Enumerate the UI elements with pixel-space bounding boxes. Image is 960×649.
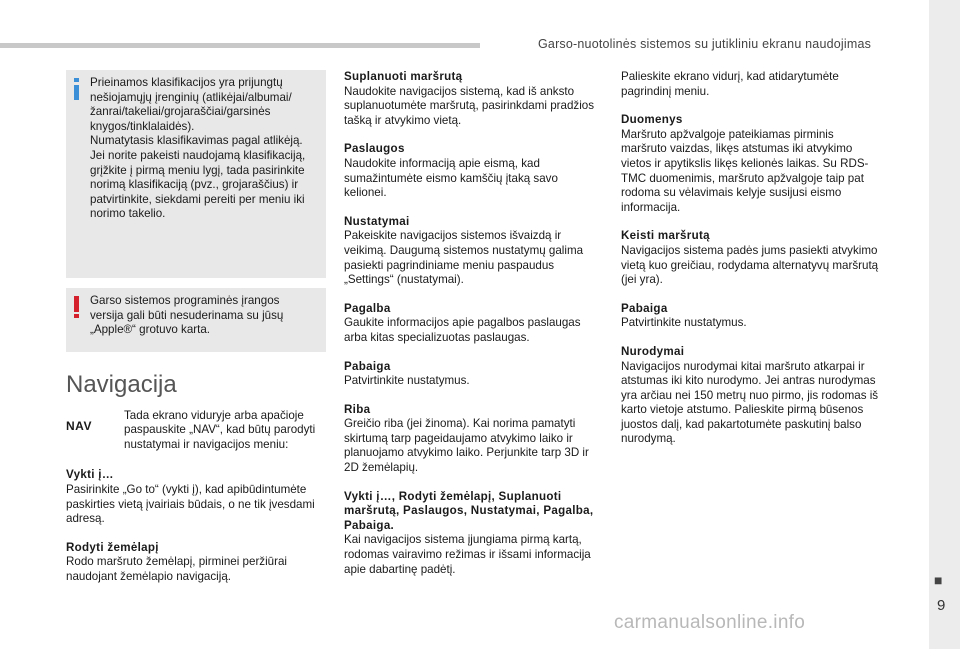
nav-button-label: NAV bbox=[66, 418, 92, 433]
menu-item-description bbox=[621, 302, 879, 331]
column-right bbox=[621, 70, 879, 461]
column-middle bbox=[344, 70, 602, 591]
info-note-text-1: Prieinamos klasifikacijos yra prijungtų nešiojamųjų įrenginių (atlikėjai/albumai/žanrai/takeliai/grojaraščiai/garsinės knygos/tinklalaidės). bbox=[90, 76, 292, 133]
menu-item-body: Patvirtinkite nustatymus. bbox=[344, 374, 470, 388]
menu-item-title: Keisti maršrutą bbox=[621, 229, 710, 243]
menu-item-title: Nustatymai bbox=[344, 214, 410, 228]
menu-item-body: Maršruto apžvalgoje pateikiamas pirminis maršruto vaizdas, likęs atstumas iki atvykimo vietos ir apytikslis likęs kelionės laikas. Su RDS-TMC duomenimis, maršruto apžvalgoje taip pat rodoma su vėlavimais kelyje susijusi eismo informacija. bbox=[621, 127, 869, 214]
info-icon bbox=[74, 78, 79, 100]
nav-instruction-text: Tada ekrano viduryje arba apačioje paspauskite „NAV“, kad būtų parodyti nustatymai ir navigacijos meniu: bbox=[124, 408, 316, 451]
menu-item-body: Pakeiskite navigacijos sistemos išvaizdą ir veikimą. Daugumą sistemos nustatymų galima pasiekti pagrindiniame meniu paspaudus „Settings“ (nustatymai). bbox=[344, 229, 584, 287]
menu-item-body: Navigacijos nurodymai kitai maršruto atkarpai ir atstumas iki kito nurodymo. Jei antras nurodymas yra arčiau nei 150 metrų nuo pirmo, jis rodomas iš karto vietoje atstumo. Palieskite pirmą būsenos juostos dalį, kad pakartotumėte paskutinį balso nurodymą. bbox=[621, 359, 879, 446]
intro-text: Palieskite ekrano vidurį, kad atidarytumėte pagrindinį meniu. bbox=[621, 70, 839, 98]
menu-item-description bbox=[344, 403, 602, 476]
menu-item-title: Pagalba bbox=[344, 301, 391, 315]
menu-item-title: Rodyti žemėlapį bbox=[66, 540, 159, 554]
page-number: 9 bbox=[937, 597, 946, 614]
nav-instruction bbox=[66, 409, 326, 453]
menu-item-body: Rodo maršruto žemėlapį, pirminei peržiūrai naudojant žemėlapio navigaciją. bbox=[66, 555, 288, 583]
page-edge-strip bbox=[929, 0, 960, 649]
menu-item-description bbox=[344, 360, 602, 389]
menu-item-title: Suplanuoti maršrutą bbox=[344, 70, 463, 83]
section-heading: Navigacija bbox=[66, 371, 177, 398]
intro-paragraph bbox=[621, 70, 879, 99]
section-marker: ■ bbox=[934, 572, 943, 588]
menu-item-body: Naudokite navigacijos sistemą, kad iš anksto suplanuotumėte maršrutą, pasirinkdami pradžios tašką ir atvykimo vietą. bbox=[344, 84, 595, 127]
menu-item-body: Pasirinkite „Go to“ (vykti į), kad apibūdintumėte paskirties vietą įvairiais būdais, o ne tik įvesdami adresą. bbox=[66, 482, 315, 526]
menu-item-title: Nurodymai bbox=[621, 344, 685, 358]
column-left bbox=[66, 70, 326, 599]
warning-note bbox=[66, 288, 326, 352]
header-rule bbox=[0, 43, 480, 48]
menu-item-description bbox=[344, 215, 602, 288]
menu-item-description bbox=[344, 302, 602, 346]
menu-item-body: Naudokite informaciją apie eismą, kad sumažintumėte eismo kamščių įtaką savo kelionei. bbox=[344, 156, 558, 200]
menu-item-body: Patvirtinkite nustatymus. bbox=[621, 316, 747, 330]
warning-note-text: Garso sistemos programinės įrangos versija gali būti nesuderinama su jūsų „Apple®“ grotuvo karta. bbox=[90, 294, 284, 337]
menu-item-description bbox=[66, 541, 326, 585]
menu-item-description bbox=[621, 345, 879, 447]
menu-item-title: Duomenys bbox=[621, 113, 683, 127]
running-header: Garso-nuotolinės sistemos su jutikliniu ekranu naudojimas bbox=[538, 37, 872, 51]
menu-item-title: Vykti į… bbox=[66, 468, 114, 482]
info-note bbox=[66, 70, 326, 278]
menu-item-body: Gaukite informacijos apie pagalbos paslaugas arba kitas specializuotas paslaugas. bbox=[344, 316, 581, 344]
menu-item-title: Pabaiga bbox=[621, 301, 668, 315]
warning-icon bbox=[74, 296, 79, 318]
menu-item-body: Kai navigacijos sistema įjungiama pirmą kartą, rodomas vairavimo režimas ir išsami informacija apie dabartinę padėtį. bbox=[344, 533, 591, 576]
menu-item-body: Navigacijos sistema padės jums pasiekti atvykimo vietą kuo greičiau, rodydama alternatyvų maršrutą (jei yra). bbox=[621, 243, 879, 287]
menu-item-body: Greičio riba (jei žinoma). Kai norima pamatyti skirtumą tarp pageidaujamo atvykimo laiko ir planuojamo atvykimo laiko. Perjunkite tarp 3D ir 2D žemėlapių. bbox=[344, 417, 589, 475]
menu-item-description bbox=[344, 142, 602, 200]
menu-item-description bbox=[344, 70, 602, 128]
menu-item-description bbox=[66, 468, 326, 526]
menu-item-description bbox=[621, 113, 879, 215]
menu-item-title: Vykti į…, Rodyti žemėlapį, Suplanuoti maršrutą, Paslaugos, Nustatymai, Pagalba, Pabaiga. bbox=[344, 489, 594, 532]
menu-item-description bbox=[344, 490, 602, 578]
menu-item-title: Pabaiga bbox=[344, 359, 391, 373]
menu-item-title: Riba bbox=[344, 402, 371, 416]
menu-item-title: Paslaugos bbox=[344, 142, 405, 156]
watermark: carmanualsonline.info bbox=[614, 612, 806, 633]
info-note-text-2: Numatytasis klasifikavimas pagal atlikėją. Jei norite pakeisti naudojamą klasifikaciją, grįžkite į pirmą meniu lygį, tada pasirinkite norimą klasifikaciją (pvz., grojaraščius) ir patvirtinkite, siekdami pereiti per meniu iki norimo takelio. bbox=[90, 134, 306, 221]
menu-item-description bbox=[621, 229, 879, 287]
